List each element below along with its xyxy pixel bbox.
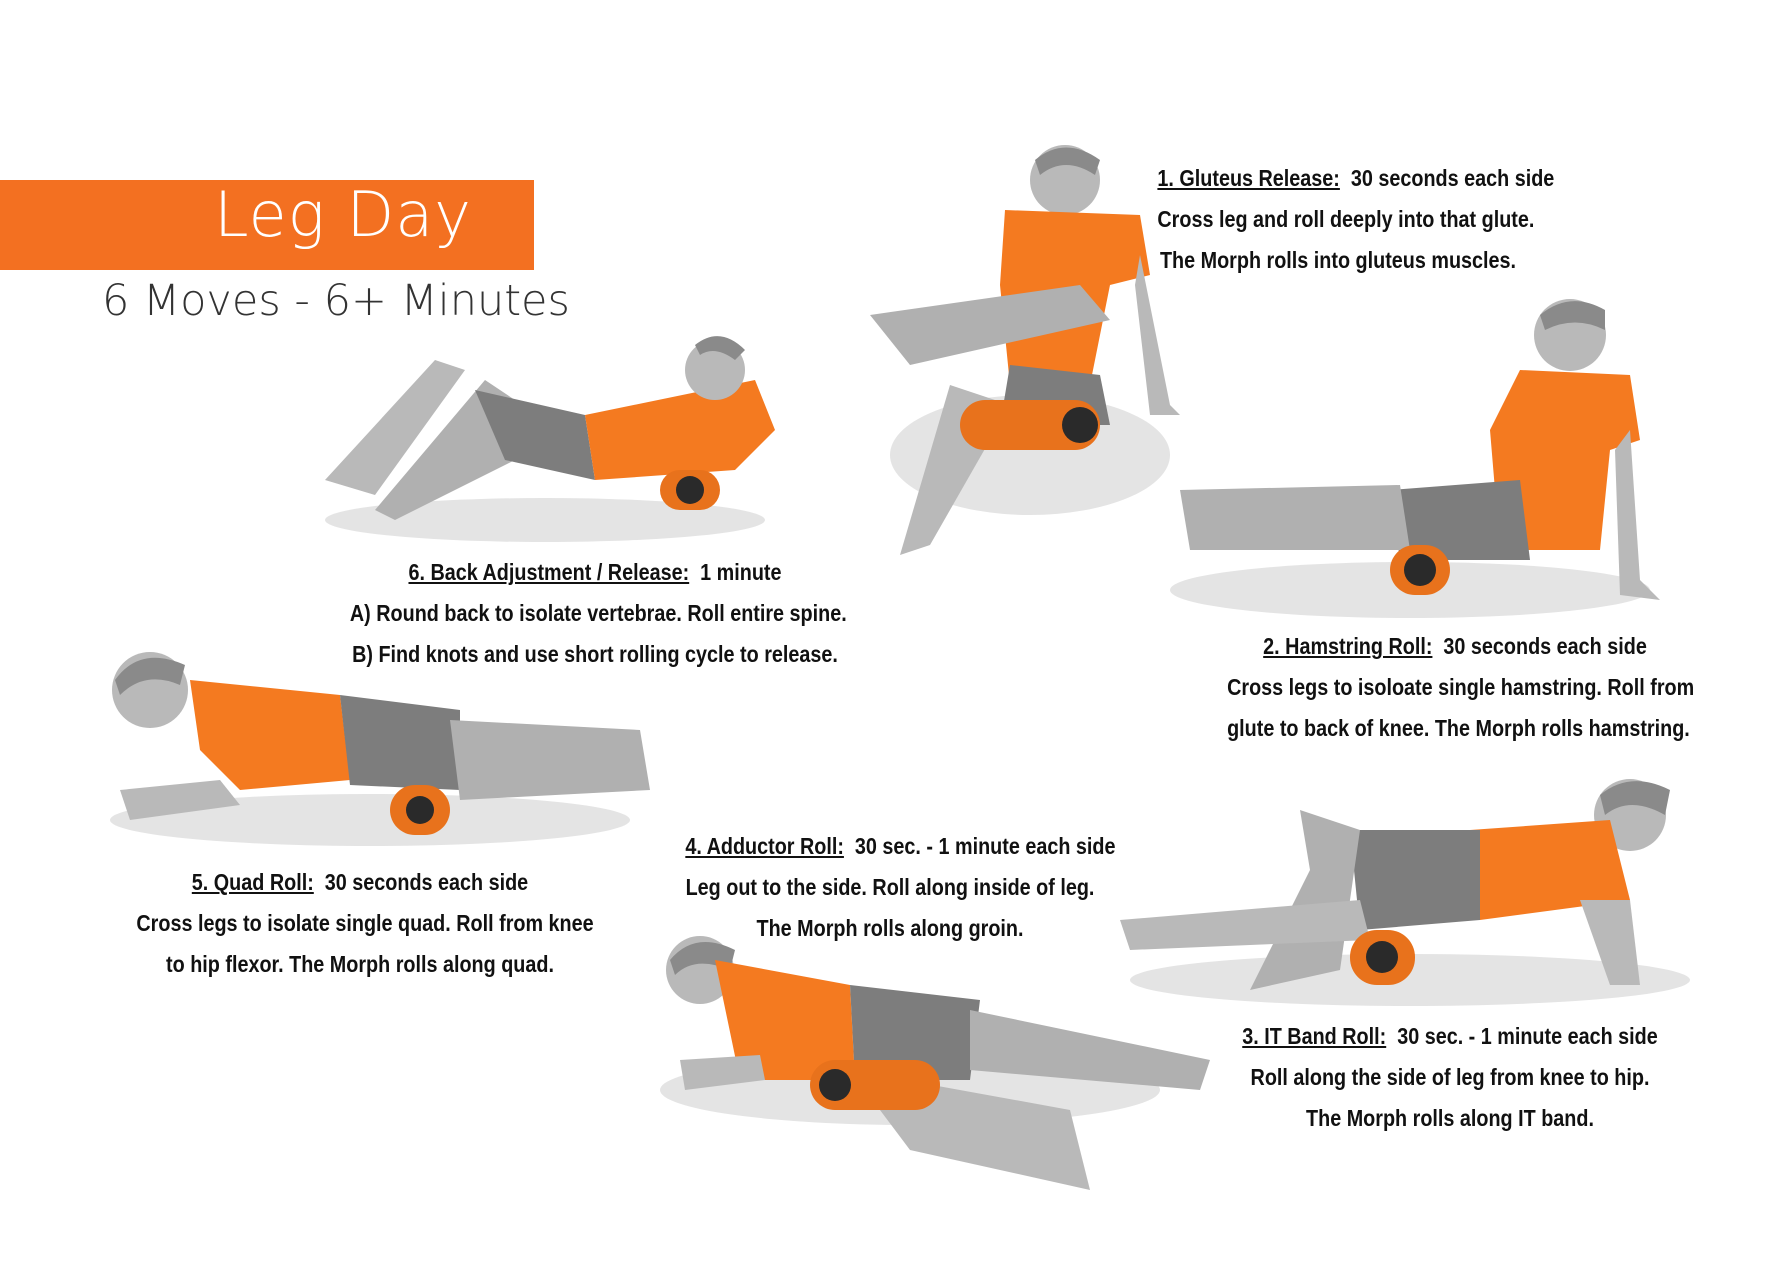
exercise-back-release xyxy=(349,552,847,675)
page-subtitle: 6 Moves - 6+ Minutes xyxy=(102,276,570,326)
exercise-instruction: B) Find knots and use short rolling cycle to release. xyxy=(352,641,838,667)
exercise-gluteus-release xyxy=(1157,158,1555,281)
exercise-quad-roll xyxy=(136,862,594,985)
exercise-duration: 30 seconds each side xyxy=(324,869,529,895)
exercise-name: 1. Gluteus Release: xyxy=(1157,165,1340,191)
exercise-instruction: A) Round back to isolate vertebrae. Roll entire spine. xyxy=(349,600,847,626)
exercise-name: 2. Hamstring Roll: xyxy=(1263,633,1433,659)
exercise-name: 4. Adductor Roll: xyxy=(685,833,844,859)
exercise-it-band-roll xyxy=(1226,1016,1673,1139)
exercise-instruction: glute to back of knee. The Morph rolls hamstring. xyxy=(1227,715,1690,741)
exercise-name: 5. Quad Roll: xyxy=(191,869,314,895)
exercise-duration: 1 minute xyxy=(700,559,782,585)
exercise-instruction: to hip flexor. The Morph rolls along quad. xyxy=(166,951,554,977)
exercise-duration: 30 sec. - 1 minute each side xyxy=(1397,1023,1658,1049)
hamstring-roll-illustration xyxy=(1160,290,1670,620)
exercise-name: 3. IT Band Roll: xyxy=(1242,1023,1387,1049)
exercise-instruction: Cross legs to isoloate single hamstring. Roll from xyxy=(1227,674,1695,700)
exercise-duration: 30 seconds each side xyxy=(1350,165,1555,191)
exercise-name: 6. Back Adjustment / Release: xyxy=(408,559,690,585)
exercise-instruction: Roll along the side of leg from knee to hip. xyxy=(1250,1064,1650,1090)
exercise-adductor-roll xyxy=(685,826,1116,949)
exercise-instruction: Leg out to the side. Roll along inside of leg. xyxy=(685,874,1095,900)
exercise-instruction: Cross leg and roll deeply into that glute. xyxy=(1157,206,1535,232)
exercise-hamstring-roll xyxy=(1227,626,1695,749)
exercise-instruction: The Morph rolls along IT band. xyxy=(1306,1105,1594,1131)
gluteus-release-illustration xyxy=(850,135,1180,575)
page-title: Leg Day xyxy=(214,178,472,251)
back-release-illustration xyxy=(315,320,775,550)
exercise-duration: 30 sec. - 1 minute each side xyxy=(854,833,1116,859)
exercise-instruction: The Morph rolls along groin. xyxy=(756,915,1024,941)
exercise-instruction: The Morph rolls into gluteus muscles. xyxy=(1159,247,1517,273)
exercise-duration: 30 seconds each side xyxy=(1443,633,1647,659)
it-band-roll-illustration xyxy=(1110,770,1700,1020)
exercise-instruction: Cross legs to isolate single quad. Roll from knee xyxy=(136,910,594,936)
